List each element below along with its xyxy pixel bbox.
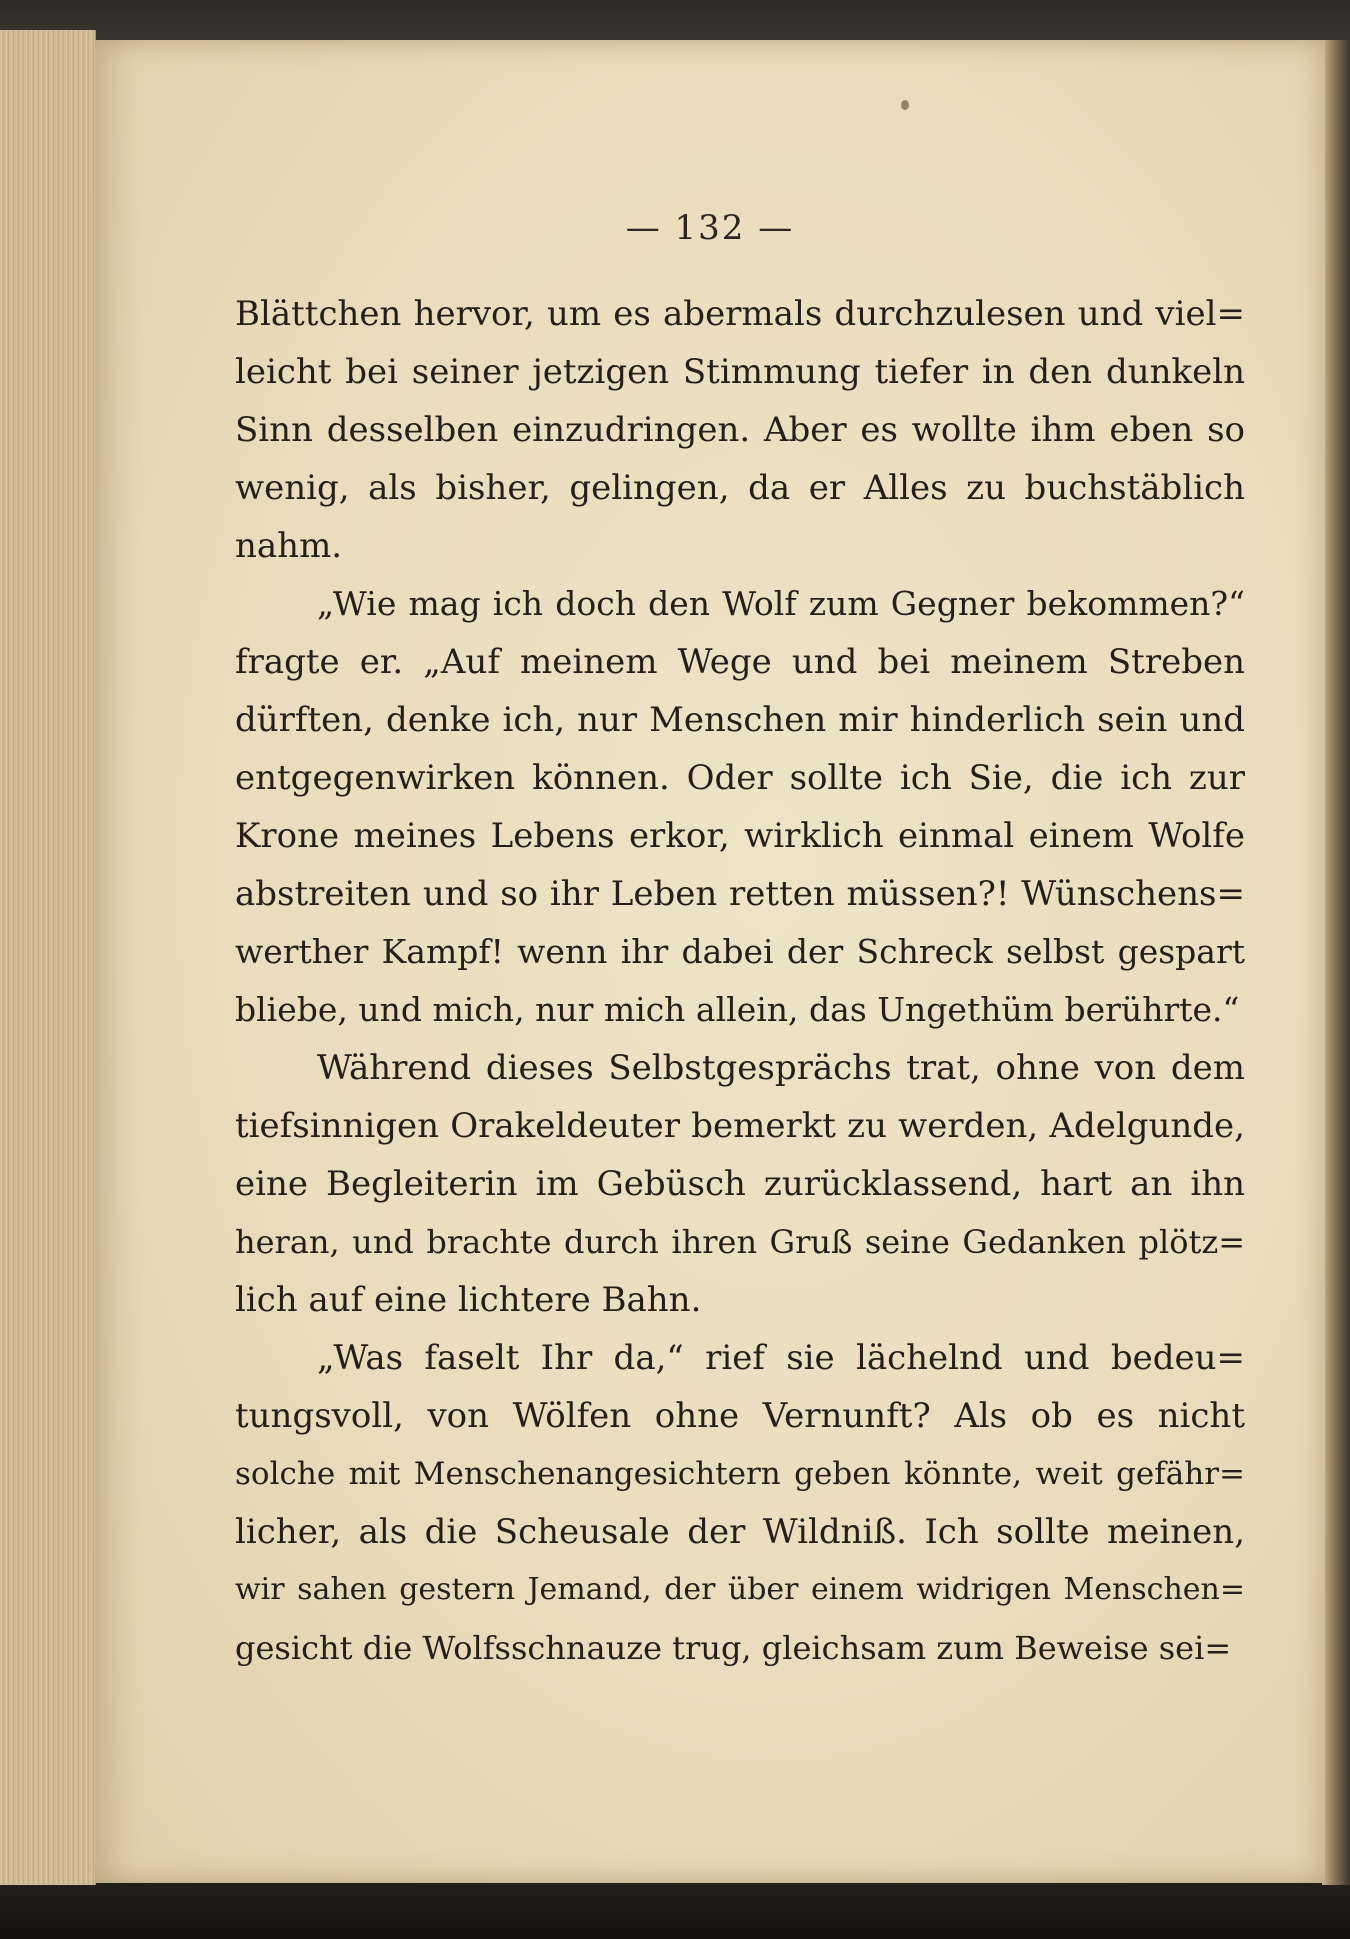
ink-speck <box>901 100 909 110</box>
text-line: heran, und brachte durch ihren Gruß seine Gedanken plötz= <box>235 1223 1245 1261</box>
text-line: eine Begleiterin im Gebüsch zurücklassend, hart an ihn <box>235 1164 1245 1204</box>
text-line: entgegenwirken können. Oder sollte ich Sie, die ich zur <box>235 758 1245 798</box>
page-right-edge <box>1322 40 1350 1885</box>
text-line: wenig, als bisher, gelingen, da er Alles zu buchstäblich <box>235 468 1245 508</box>
text-line: tiefsinnigen Orakeldeuter bemerkt zu werden, Adelgunde, <box>235 1106 1245 1146</box>
text-line: nahm. <box>235 526 343 566</box>
book-page <box>95 40 1325 1883</box>
text-line: wir sahen gestern Jemand, der über einem widrigen Menschen= <box>235 1572 1245 1607</box>
text-line: Krone meines Lebens erkor, wirklich einmal einem Wolfe <box>235 816 1245 856</box>
paragraph <box>235 1329 1245 1677</box>
text-line: solche mit Menschenangesichtern geben könnte, weit gefähr= <box>235 1456 1245 1492</box>
text-line: werther Kampf! wenn ihr dabei der Schreck selbst gespart <box>235 932 1245 971</box>
text-line: Blättchen hervor, um es abermals durchzulesen und viel= <box>235 294 1245 334</box>
text-line: licher, als die Scheusale der Wildniß. Ich sollte meinen, <box>235 1512 1245 1552</box>
paragraph <box>235 575 1245 1039</box>
text-line: fragte er. „Auf meinem Wege und bei meinem Streben <box>235 642 1245 682</box>
text-line: gesicht die Wolfsschnauze trug, gleichsam zum Beweise sei= <box>235 1629 1232 1667</box>
text-line: dürften, denke ich, nur Menschen mir hinderlich sein und <box>235 700 1245 740</box>
page-stack-edge <box>0 30 96 1885</box>
book-top-background <box>0 0 1350 44</box>
paragraph <box>235 1039 1245 1329</box>
text-line: Sinn desselben einzudringen. Aber es wollte ihm eben so <box>235 410 1245 450</box>
text-line: tungsvoll, von Wölfen ohne Vernunft? Als ob es nicht <box>235 1396 1245 1436</box>
text-line: leicht bei seiner jetzigen Stimmung tiefer in den dunkeln <box>235 352 1245 392</box>
page-number: — 132 — <box>625 208 795 248</box>
text-line: lich auf eine lichtere Bahn. <box>235 1280 702 1320</box>
text-line: „Was faselt Ihr da,“ rief sie lächelnd und bedeu= <box>317 1338 1245 1378</box>
body-text <box>235 285 1245 1677</box>
text-line: bliebe, und mich, nur mich allein, das Ungethüm berührte.“ <box>235 990 1240 1029</box>
book-bottom-background <box>0 1880 1350 1939</box>
paragraph <box>235 285 1245 575</box>
text-line: „Wie mag ich doch den Wolf zum Gegner bekommen?“ <box>317 584 1245 623</box>
text-line: abstreiten und so ihr Leben retten müssen?! Wünschens= <box>235 874 1245 914</box>
text-line: Während dieses Selbstgesprächs trat, ohne von dem <box>317 1048 1245 1088</box>
